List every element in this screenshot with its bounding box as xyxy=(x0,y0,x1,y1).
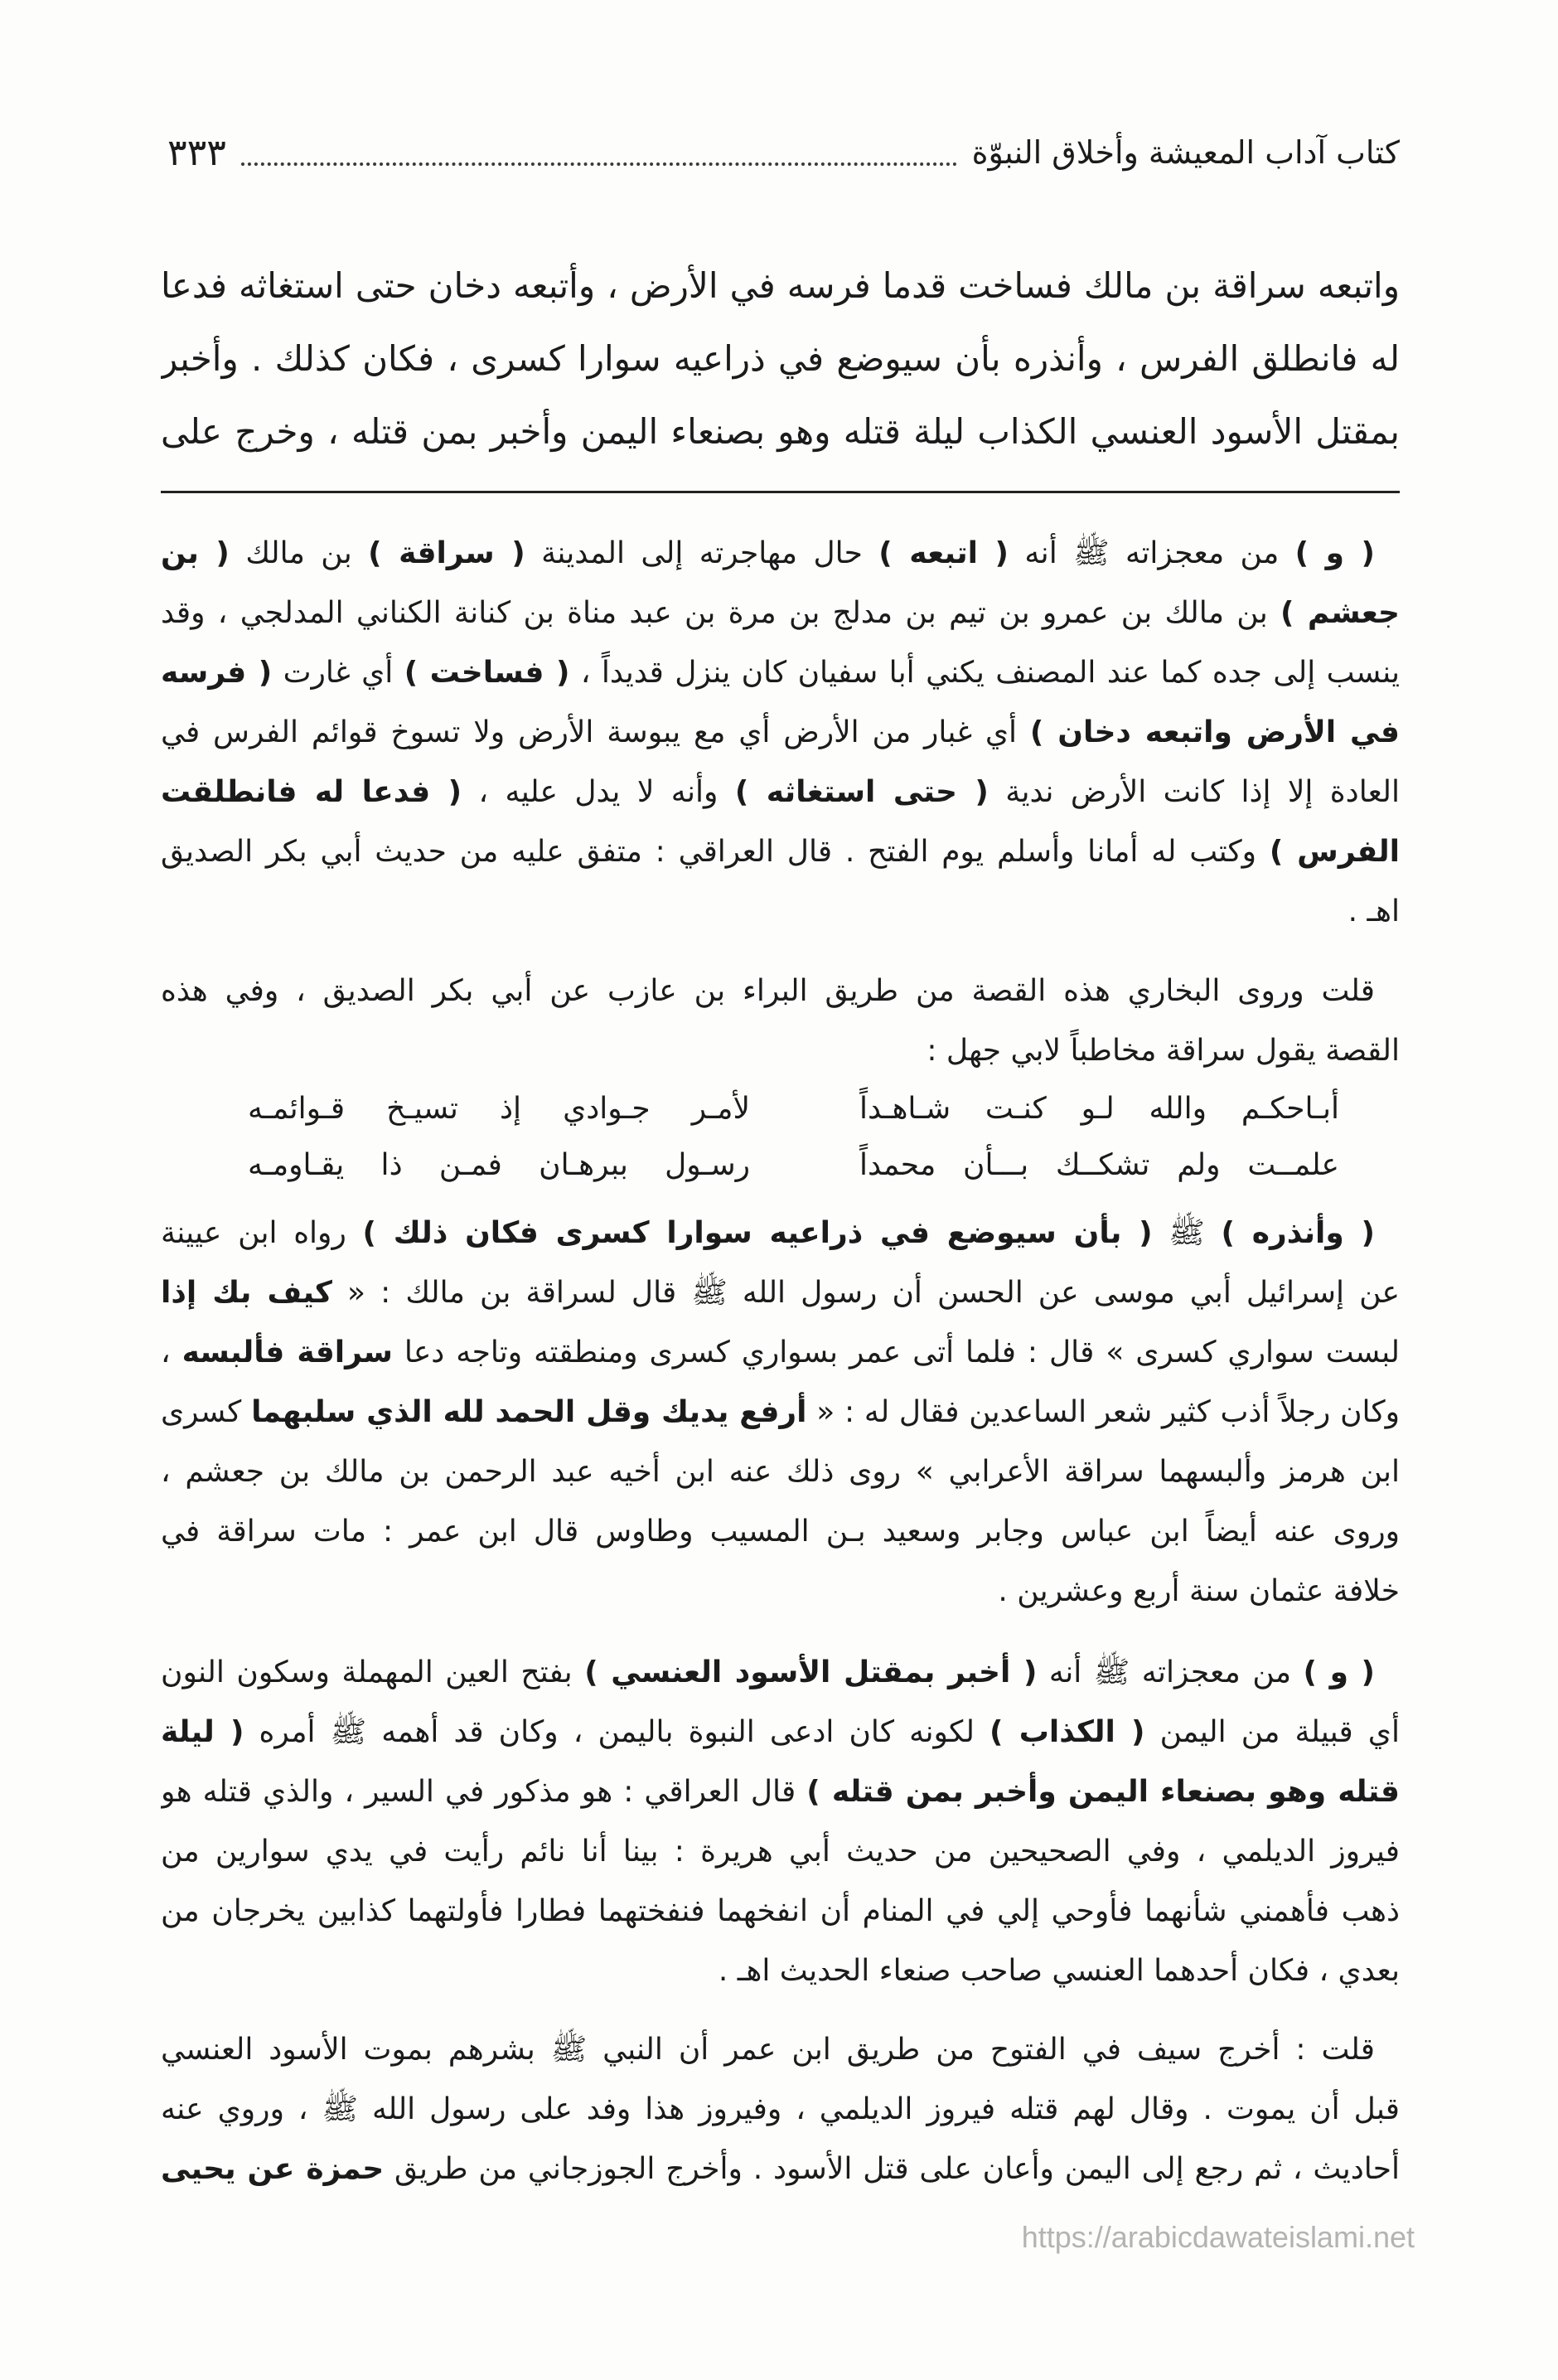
text-run: اهـ . xyxy=(1348,894,1400,928)
bold-run: ( و ) xyxy=(1303,1655,1375,1689)
running-header xyxy=(161,123,1400,182)
text-line xyxy=(161,962,1400,1021)
bold-run: كيف بك إذا xyxy=(161,1276,332,1310)
text-line xyxy=(161,1941,1400,2001)
bold-run: ( فرسه xyxy=(161,656,273,690)
bold-run: ( وأنذره ) xyxy=(1221,1216,1375,1250)
text-run: قلت : أخرج سيف في الفتوح من طريق ابن عمر أن النبي ﷺ بشرهم بموت الأسود العنسي xyxy=(161,2033,1375,2067)
text-run: بمقتل الأسود العنسي الكذاب ليلة قتله وهو بصنعاء اليمن وأخبر بمن قتله ، وخرج على xyxy=(161,411,1400,452)
text-line xyxy=(161,250,1400,322)
bold-run: ( بأن سيوضع في ذراعيه سوارا كسرى فكان ذلك ) xyxy=(362,1216,1153,1250)
bold-run: الفرس ) xyxy=(1269,835,1400,869)
text-run: القصة يقول سراقة مخاطباً لابي جهل : xyxy=(927,1034,1400,1068)
text-run: كسرى xyxy=(161,1395,252,1429)
text-line xyxy=(161,1703,1400,1762)
text-run: رواه ابن عيينة xyxy=(161,1216,363,1250)
text-run: قال العراقي : هو مذكور في السير ، والذي قتله هو xyxy=(161,1775,807,1809)
bold-run: ( أخبر بمقتل الأسود العنسي ) xyxy=(584,1655,1038,1689)
book-title: كتاب آداب المعيشة وأخلاق النبوّة xyxy=(971,134,1400,171)
text-run: خلافة عثمان سنة أربع وعشرين . xyxy=(998,1574,1400,1608)
text-line xyxy=(161,1502,1400,1562)
poem xyxy=(161,1081,1400,1194)
text-line xyxy=(161,1204,1400,1263)
text-line xyxy=(161,1442,1400,1502)
text-run: عن إسرائيل أبي موسى عن الحسن أن رسول الله ﷺ قال لسراقة بن مالك : « xyxy=(332,1276,1400,1310)
text-line xyxy=(161,395,1400,468)
commentary-paragraph xyxy=(161,524,1400,942)
text-run: قبل أن يموت . وقال لهم قتله فيروز الديلمي ، وفيروز هذا وفد على رسول الله ﷺ ، وروي عنه xyxy=(161,2092,1400,2126)
text-run: قلت وروى البخاري هذه القصة من طريق البراء بن عازب عن أبي بكر الصديق ، وفي هذه xyxy=(161,974,1375,1008)
text-run: فيروز الديلمي ، وفي الصحيحين من حديث أبي هريرة : بينا أنا نائم رأيت في يدي سوارين من xyxy=(161,1835,1400,1869)
text-line xyxy=(161,1822,1400,1882)
bold-run: ( اتبعه ) xyxy=(878,536,1009,570)
text-line xyxy=(161,1383,1400,1442)
dotted-leader xyxy=(241,162,957,166)
text-run: وأنه لا يدل عليه ، xyxy=(462,775,735,809)
bold-run: ( بن xyxy=(161,536,230,570)
text-run: ، xyxy=(161,1335,182,1369)
bold-run: جعشم ) xyxy=(1280,596,1400,630)
text-line xyxy=(161,584,1400,643)
text-run: حال مهاجرته إلى المدينة xyxy=(525,536,879,570)
verse xyxy=(161,1081,1400,1137)
text-run: من معجزاته ﷺ أنه xyxy=(1008,536,1295,570)
text-run: أحاديث ، ثم رجع إلى اليمن وأعان على قتل الأسود . وأخرج الجوزجاني من طريق xyxy=(384,2152,1400,2186)
text-run: العادة إلا إذا كانت الأرض ندية xyxy=(988,775,1400,809)
text-line xyxy=(161,1643,1400,1703)
text-line xyxy=(161,763,1400,822)
text-run: وروى عنه أيضاً ابن عباس وجابر وسعيد بـن المسيب وطاوس قال ابن عمر : مات سراقة في xyxy=(161,1515,1400,1549)
commentary-paragraph xyxy=(161,1204,1400,1621)
page-number: ٣٣٣ xyxy=(167,131,226,174)
bold-run: ( ليلة xyxy=(161,1715,244,1749)
text-run: ابن هرمز وألبسهما سراقة الأعرابي » روى ذلك عنه ابن أخيه عبد الرحمن بن مالك بن جعشم ، xyxy=(161,1455,1400,1489)
text-run: أي غبار من الأرض أي مع يبوسة الأرض ولا تسوخ قوائم الفرس في xyxy=(161,715,1030,749)
text-run: وكان رجلاً أذب كثير شعر الساعدين فقال له : « xyxy=(806,1395,1400,1429)
text-run: لبست سواري كسرى » قال : فلما أتى عمر بسواري كسرى ومنطقته وتاجه دعا xyxy=(392,1335,1400,1369)
text-run: بن مالك xyxy=(229,536,369,570)
text-line xyxy=(161,1762,1400,1822)
text-line xyxy=(161,1882,1400,1941)
bold-run: ( الكذاب ) xyxy=(989,1715,1145,1749)
commentary-paragraph xyxy=(161,2020,1400,2199)
bold-run: سراقة فألبسه xyxy=(181,1335,393,1369)
text-run: ينسب إلى جده كما عند المصنف يكني أبا سفيان كان ينزل قديداً ، xyxy=(569,656,1400,690)
bold-run: ( فساخت ) xyxy=(404,656,570,690)
bold-run: ( و ) xyxy=(1294,536,1375,570)
text-run: لكونه كان ادعى النبوة باليمن ، وكان قد أهمه ﷺ أمره xyxy=(244,1715,990,1749)
watermark-url: https://arabicdawateislami.net xyxy=(1021,2220,1415,2254)
text-line xyxy=(161,1021,1400,1081)
text-run: له فانطلق الفرس ، وأنذره بأن سيوضع في ذراعيه سوارا كسرى ، فكان كذلك . وأخبر xyxy=(161,338,1400,379)
text-line xyxy=(161,703,1400,763)
bold-run: في الأرض واتبعه دخان ) xyxy=(1029,715,1400,749)
text-line xyxy=(161,1562,1400,1621)
bold-run: حمزة عن يحيى xyxy=(161,2152,385,2186)
text-run: من معجزاته ﷺ أنه xyxy=(1037,1655,1304,1689)
verse xyxy=(161,1137,1400,1194)
text-run: ذهب فأهمني شأنهما فأوحي إلي في المنام أن انفخهما فنفختهما فطارا فأولتهما كذابين يخرجان من xyxy=(161,1894,1400,1928)
text-run: بن مالك بن عمرو بن تيم بن مدلج بن مرة بن عبد مناة بن كنانة الكناني المدلجي ، وقد xyxy=(161,596,1281,630)
text-run: بعدي ، فكان أحدهما العنسي صاحب صنعاء الحديث اهـ . xyxy=(718,1954,1400,1988)
text-line xyxy=(161,1323,1400,1383)
text-run: بفتح العين المهملة وسكون النون xyxy=(161,1655,585,1689)
bold-run: قتله وهو بصنعاء اليمن وأخبر بمن قتله ) xyxy=(806,1775,1400,1809)
hemistich-second: لأمـر جـوادي إذ تسيـخ قـوائمـه xyxy=(248,1092,750,1126)
text-run: وكتب له أمانا وأسلم يوم الفتح . قال العراقي : متفق عليه من حديث أبي بكر الصديق xyxy=(161,835,1270,869)
separator-rule xyxy=(161,491,1400,493)
text-line xyxy=(161,643,1400,703)
bold-run: ( سراقة ) xyxy=(368,536,525,570)
text-run: أي غارت xyxy=(272,656,404,690)
text-line xyxy=(161,524,1400,584)
main-text xyxy=(161,250,1400,468)
text-line xyxy=(161,2080,1400,2140)
bold-run: ( فدعا له فانطلقت xyxy=(161,775,462,809)
hemistich-first: أبـاحكـم والله لـو كنـت شـاهـداً xyxy=(859,1092,1339,1126)
bold-run: ( حتى استغاثه ) xyxy=(734,775,989,809)
commentary-paragraph xyxy=(161,962,1400,1081)
text-line xyxy=(161,882,1400,942)
text-line xyxy=(161,322,1400,395)
text-line xyxy=(161,2140,1400,2199)
hemistich-first: علمــت ولم تشكــك بـــأن محمداً xyxy=(859,1148,1339,1182)
bold-run: أرفع يديك وقل الحمد لله الذي سلبهما xyxy=(251,1395,807,1429)
hemistich-second: رسـول ببرهـان فمـن ذا يقـاومـه xyxy=(248,1148,750,1182)
text-line xyxy=(161,2020,1400,2080)
text-run: واتبعه سراقة بن مالك فساخت قدما فرسه في الأرض ، وأتبعه دخان حتى استغاثه فدعا xyxy=(161,265,1400,306)
text-line xyxy=(161,822,1400,882)
text-line xyxy=(161,1263,1400,1323)
commentary-paragraph xyxy=(161,1643,1400,2001)
text-run: ﷺ xyxy=(1152,1216,1222,1250)
text-run: أي قبيلة من اليمن xyxy=(1144,1715,1400,1749)
